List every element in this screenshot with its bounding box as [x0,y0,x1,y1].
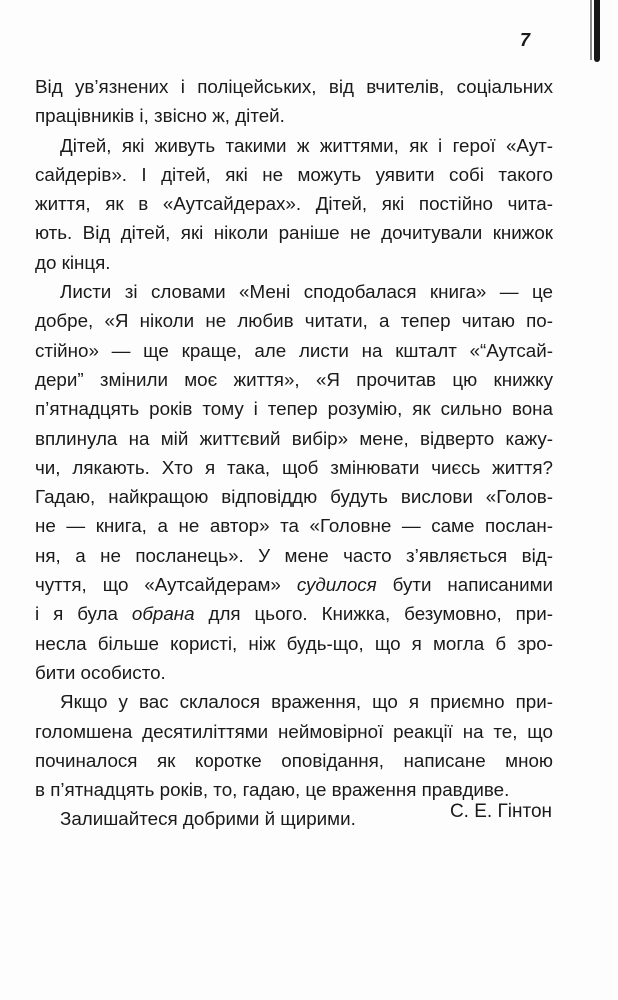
author-signature: С. Е. Гінтон [449,801,552,822]
text-segment: чуття, що «Аутсайдерам» [35,574,297,596]
text-line: ня, а не посланець». У мене часто з’являється від- [35,544,553,566]
text-line: починалося як коротке оповідання, написане мною [35,749,553,771]
italic-emphasis: судилося [296,574,377,596]
text-line: працівників і, звісно ж, дітей. [35,105,285,127]
text-line: Якщо у вас склалося враження, що я приємно при- [60,691,553,713]
text-line: до кінця. [35,251,111,273]
text-line: сайдерів». І дітей, які не можуть уявити собі такого [35,163,553,185]
text-segment: і я була [35,603,132,625]
text-line: Від ув’язнених і поліцейських, від вчителів, соціальних [35,76,553,97]
text-line: добре, «Я ніколи не любив читати, а тепер читаю по- [35,310,553,332]
text-line: п’ятнадцять років тому і тепер розумію, як сильно вона [35,398,553,420]
text-line: дери” змінили моє життя», «Я прочитав цю книжку [35,368,553,390]
page-edge-mark [594,0,600,62]
text-line: чи, лякають. Хто я така, щоб змінювати чиєсь життя? [35,456,553,478]
text-segment: бути написаними [376,574,553,596]
text-line [35,570,553,599]
italic-emphasis: обрана [131,603,195,625]
text-line [35,599,553,628]
text-line: ють. Від дітей, які ніколи раніше не дочитували книжок [35,222,553,244]
text-line: стійно» — ще краще, але листи на кшталт «“Аутсай- [35,339,553,361]
text-line: життя, як в «Аутсайдерах». Дітей, які постійно чита- [35,193,553,215]
text-line: несла більше користі, ніж будь-що, що я могла б зро- [35,632,553,654]
text-line: Залишайтеся добрими й щирими. [60,808,356,830]
text-line: в п’ятнадцять років, то, гадаю, це враження правдиве. [35,779,510,801]
text-line: голомшена десятиліттями неймовірної реакції на те, що [35,720,553,742]
page-edge-shadow [590,0,592,60]
text-line: Дітей, які живуть такими ж життями, як і герої «Аут- [60,134,553,156]
text-line: Листи зі словами «Мені сподобалася книга» — це [60,281,553,303]
text-line: вплинула на мій життєвий вибір» мене, відверто кажу- [35,427,553,449]
text-segment: для цього. Книжка, безумовно, при- [194,603,553,625]
page-number: 7 [519,30,530,50]
body-text [35,72,553,834]
text-line: бити особисто. [35,661,166,683]
text-line: Гадаю, найкращою відповіддю будуть вислови «Голов- [35,486,553,508]
text-line: не — книга, а не автор» та «Головне — саме послан- [35,515,553,537]
